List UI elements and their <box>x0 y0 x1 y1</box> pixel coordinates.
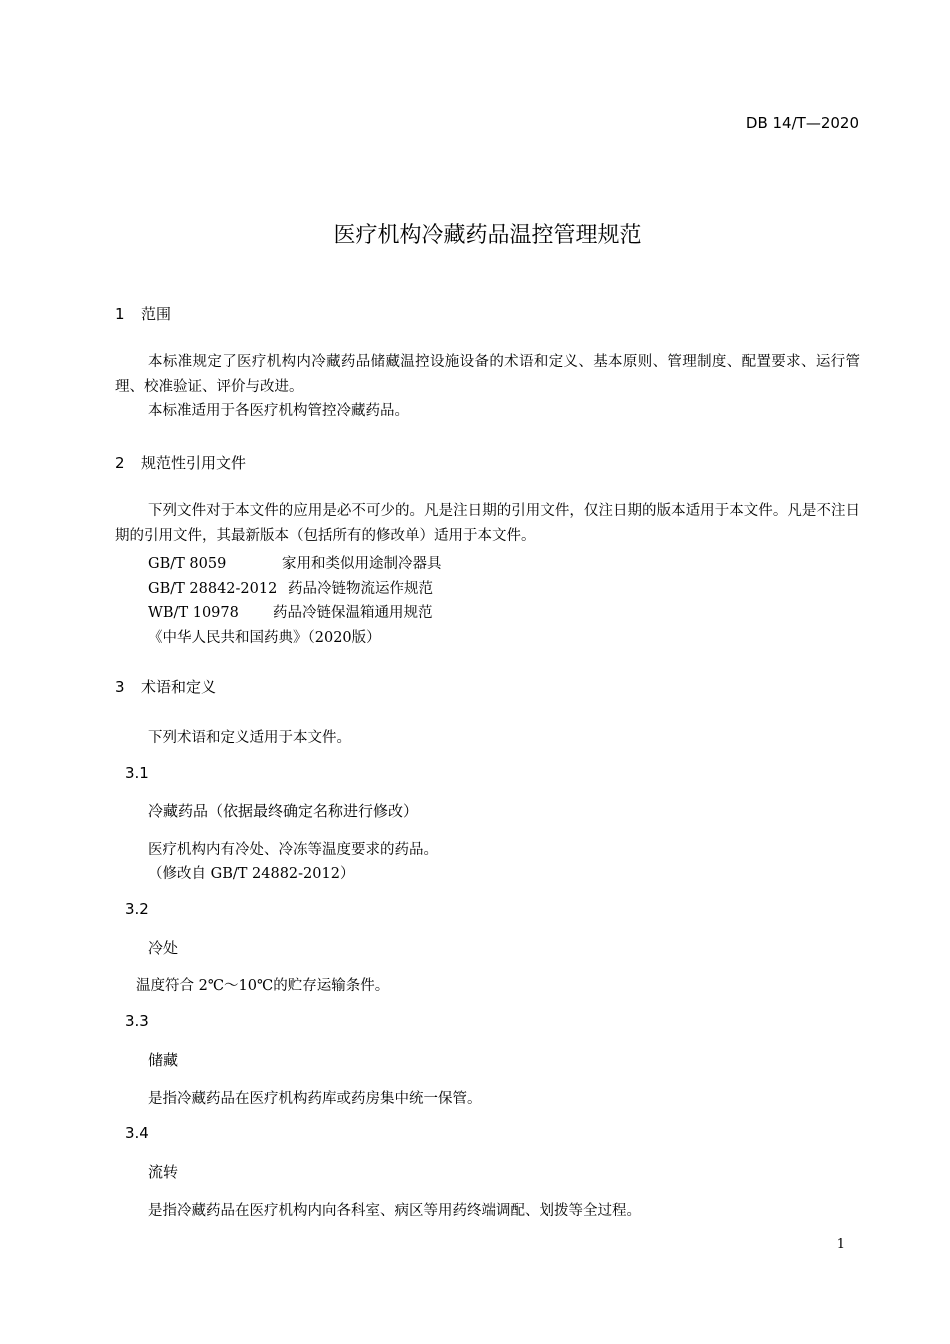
reference-code: GB/T 28842-2012 <box>148 581 278 597</box>
section-2-title: 规范性引用文件 <box>141 454 247 472</box>
section-2-intro: 下列文件对于本文件的应用是必不可少的。凡是注日期的引用文件，仅注日期的版本适用于本文件。凡是不注日期的引用文件，其最新版本（包括所有的修改单）适用于本文件。 <box>115 503 860 544</box>
term-definition: 是指冷藏药品在医疗机构内向各科室、病区等用药终端调配、划拨等全过程。 <box>148 1203 641 1219</box>
section-1-number: 1 <box>115 305 125 323</box>
term-name: 流转 <box>148 1163 179 1181</box>
section-3-title: 术语和定义 <box>141 678 217 696</box>
reference-title: 药品冷链物流运作规范 <box>288 581 433 597</box>
term-number: 3.3 <box>125 1012 149 1030</box>
term-name: 储藏 <box>148 1051 179 1069</box>
page-number: 1 <box>836 1237 845 1252</box>
term-name: 冷藏药品（依据最终确定名称进行修改） <box>148 802 419 820</box>
term-name: 冷处 <box>148 939 179 957</box>
reference-code: GB/T 8059 <box>148 556 227 572</box>
term-number: 3.1 <box>125 764 149 782</box>
document-title: 医疗机构冷藏药品温控管理规范 <box>333 223 642 248</box>
term-definition: 是指冷藏药品在医疗机构药库或药房集中统一保管。 <box>148 1091 482 1107</box>
section-3-number: 3 <box>115 678 125 696</box>
reference-title: 药品冷链保温箱通用规范 <box>273 605 433 621</box>
section-3-intro: 下列术语和定义适用于本文件。 <box>148 730 351 746</box>
reference-item <box>148 552 442 573</box>
term-number: 3.4 <box>125 1124 149 1142</box>
term-number: 3.2 <box>125 900 149 918</box>
term-definition: 医疗机构内有冷处、冷冻等温度要求的药品。 <box>148 842 438 858</box>
section-1-paragraph-1: 本标准规定了医疗机构内冷藏药品储藏温控设施设备的术语和定义、基本原则、管理制度、配置要求、运行管理、校准验证、评价与改进。 <box>115 354 860 395</box>
document-id: DB 14/T—2020 <box>745 114 859 132</box>
section-1-paragraph-2: 本标准适用于各医疗机构管控冷藏药品。 <box>148 403 409 419</box>
pharmacopoeia-reference: 《中华人民共和国药典》（2020版） <box>148 630 381 646</box>
section-2-number: 2 <box>115 454 125 472</box>
section-1-title: 范围 <box>141 305 172 323</box>
reference-item <box>148 577 433 598</box>
term-note: （修改自 GB/T 24882-2012） <box>148 866 355 882</box>
section-1-heading <box>115 303 171 324</box>
reference-item <box>148 601 433 622</box>
section-3-heading <box>115 676 216 697</box>
term-definition: 温度符合 2℃～10℃的贮存运输条件。 <box>136 978 390 994</box>
reference-code: WB/T 10978 <box>148 605 239 621</box>
section-2-heading <box>115 452 246 473</box>
reference-title: 家用和类似用途制冷器具 <box>282 556 442 572</box>
